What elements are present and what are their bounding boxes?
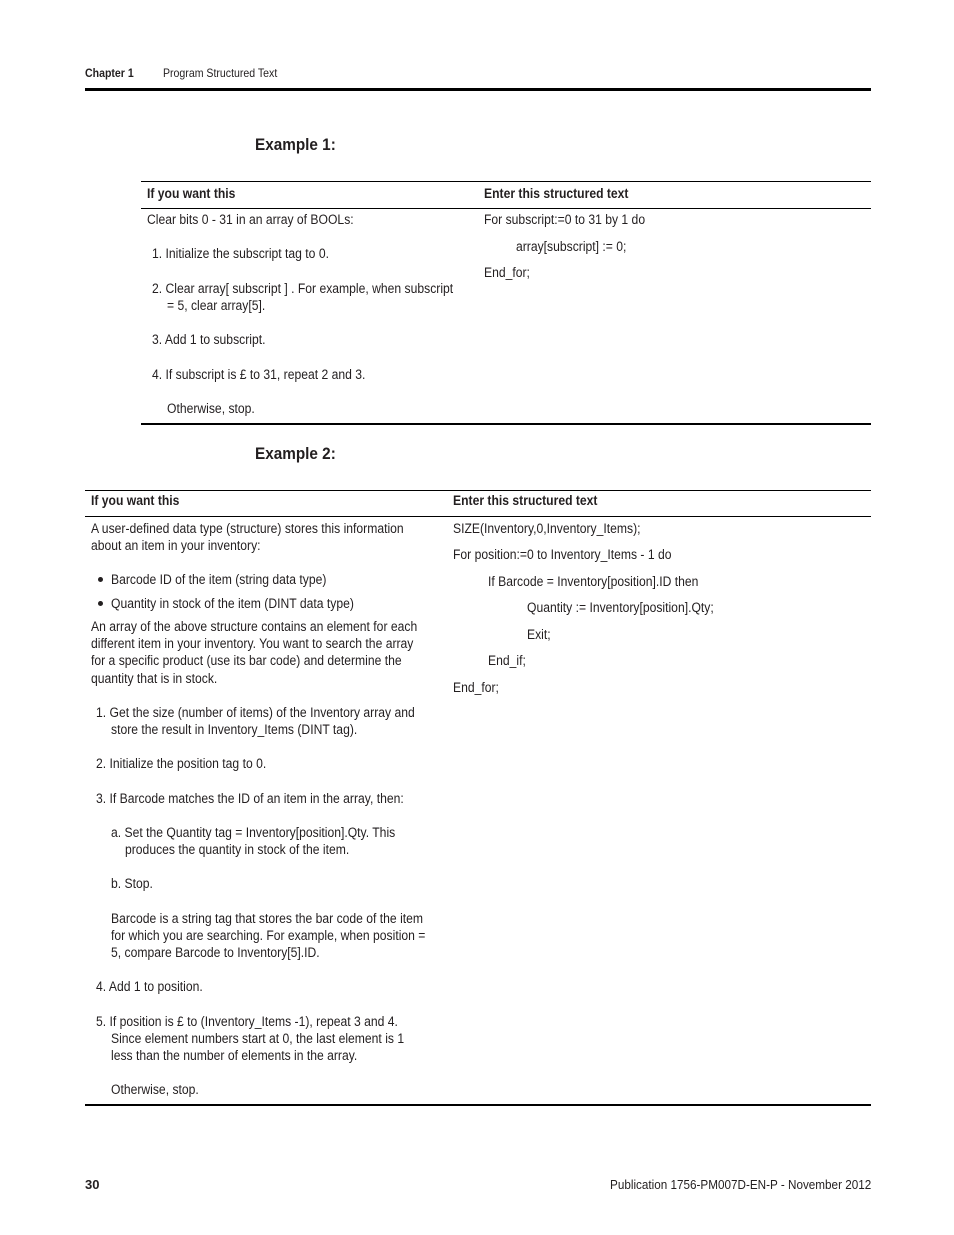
ex2-left-line: for which you are searching. For example, when position =	[111, 928, 426, 943]
ex2-left-line: about an item in your inventory:	[91, 538, 261, 553]
ex2-left-line: Barcode ID of the item (string data type)	[111, 572, 327, 587]
ex2-code-line: For position:=0 to Inventory_Items - 1 do	[453, 547, 672, 562]
ex2-left-line: A user-defined data type (structure) stores this information	[91, 521, 404, 536]
example-2-table	[85, 490, 871, 1106]
chapter-label: Chapter 1	[85, 66, 134, 80]
section-title: Program Structured Text	[163, 66, 278, 80]
ex2-left-line: 5. If position is £ to (Inventory_Items -1), repeat 3 and 4.	[96, 1014, 398, 1029]
ex2-code-line: SIZE(Inventory,0,Inventory_Items);	[453, 521, 641, 536]
ex2-left-line: produces the quantity in stock of the item.	[125, 842, 350, 857]
example-1-header-rule	[141, 208, 871, 209]
ex2-left-line: b. Stop.	[111, 876, 153, 891]
ex2-code-line: If Barcode = Inventory[position].ID then	[488, 574, 699, 589]
ex1-left-line: = 5, clear array[5].	[167, 298, 266, 313]
ex2-code-line: Exit;	[527, 627, 551, 642]
publication-info: Publication 1756-PM007D-EN-P - November 2012	[609, 1177, 871, 1192]
ex2-code-line: End_for;	[453, 680, 499, 695]
ex1-left-line: 3. Add 1 to subscript.	[152, 332, 266, 347]
bullet-icon	[98, 577, 103, 582]
example-1-title: Example 1:	[255, 135, 336, 154]
ex2-left-line: different item in your inventory. You want to search the array	[91, 636, 414, 651]
ex2-left-line: store the result in Inventory_Items (DINT tag).	[111, 722, 358, 737]
ex1-left-line: Otherwise, stop.	[167, 401, 255, 416]
example-2-title: Example 2:	[255, 444, 336, 463]
ex2-code-line: Quantity := Inventory[position].Qty;	[527, 600, 714, 615]
header-rule	[85, 88, 871, 91]
example-1-col1-header: If you want this	[147, 186, 236, 201]
ex2-left-line: Otherwise, stop.	[111, 1082, 199, 1097]
page-number: 30	[85, 1177, 100, 1192]
ex2-left-line: An array of the above structure contains an element for each	[91, 619, 418, 634]
ex2-left-line: Quantity in stock of the item (DINT data type)	[111, 596, 354, 611]
example-2-col1-header: If you want this	[91, 493, 180, 508]
ex2-left-line: 1. Get the size (number of items) of the Inventory array and	[96, 705, 415, 720]
ex1-left-line: Clear bits 0 - 31 in an array of BOOLs:	[147, 212, 354, 227]
ex2-left-line: 4. Add 1 to position.	[96, 979, 203, 994]
ex2-left-line: quantity that is in stock.	[91, 671, 218, 686]
ex2-left-line: Since element numbers start at 0, the last element is 1	[111, 1031, 405, 1046]
example-1-col2-header: Enter this structured text	[484, 186, 629, 201]
ex2-code-line: End_if;	[488, 653, 526, 668]
bullet-icon	[98, 601, 103, 606]
example-2-col2-header: Enter this structured text	[453, 493, 598, 508]
ex2-left-line: for a specific product (use its bar code) and determine the	[91, 653, 402, 668]
ex1-left-line: 4. If subscript is £ to 31, repeat 2 and 3.	[152, 367, 366, 382]
ex1-left-line: 1. Initialize the subscript tag to 0.	[152, 246, 329, 261]
ex1-left-line: 2. Clear array[ subscript ] . For example, when subscript	[152, 281, 454, 296]
ex1-code-line: End_for;	[484, 265, 530, 280]
ex1-code-line: For subscript:=0 to 31 by 1 do	[484, 212, 646, 227]
ex2-left-line: 2. Initialize the position tag to 0.	[96, 756, 267, 771]
ex2-left-line: less than the number of elements in the array.	[111, 1048, 358, 1063]
ex2-left-line: 5, compare Barcode to Inventory[5].ID.	[111, 945, 320, 960]
ex2-left-line: 3. If Barcode matches the ID of an item in the array, then:	[96, 791, 404, 806]
ex2-left-line: Barcode is a string tag that stores the bar code of the item	[111, 911, 424, 926]
example-2-header-rule	[85, 516, 871, 517]
ex2-left-line: a. Set the Quantity tag = Inventory[position].Qty. This	[111, 825, 396, 840]
example-1-table	[141, 181, 871, 425]
ex1-code-line: array[subscript] := 0;	[516, 239, 627, 254]
